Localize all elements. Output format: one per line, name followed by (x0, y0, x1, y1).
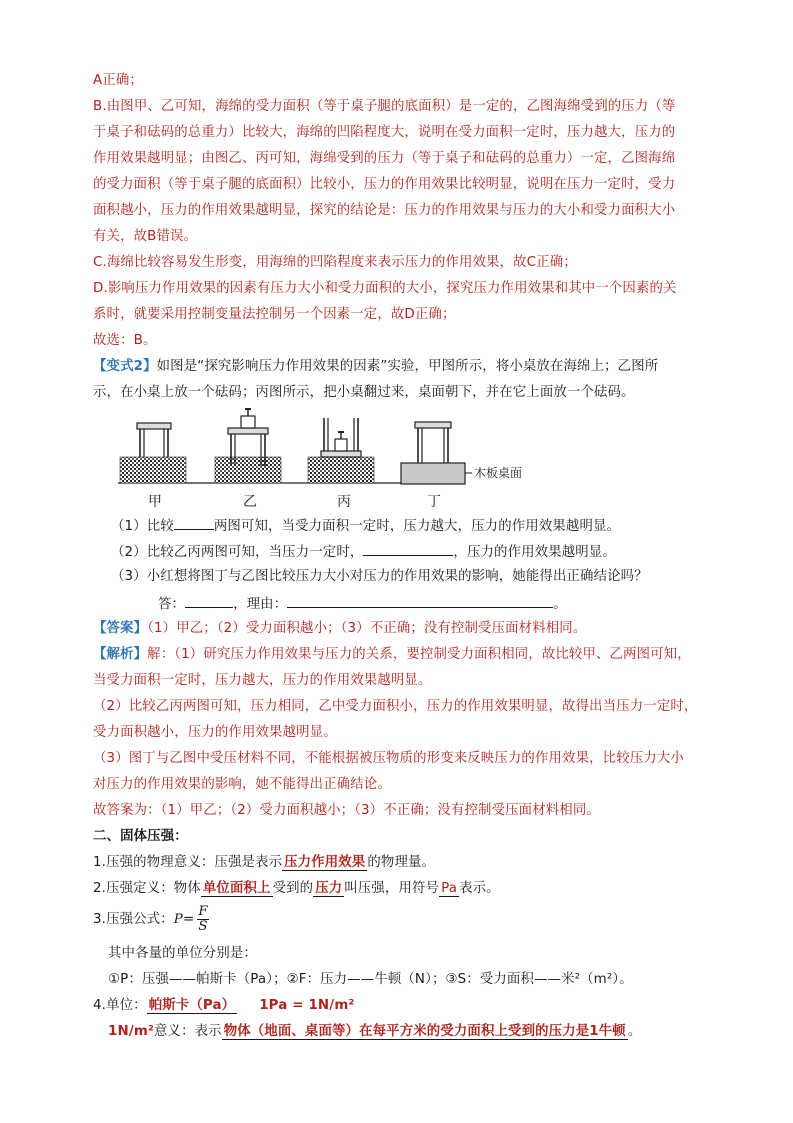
q1-blank[interactable] (174, 516, 214, 530)
question-3-answer (158, 594, 567, 614)
text-line: 系时，就要采用控制变量法控制另一个因素一定，故D正确； (93, 307, 456, 322)
text-line: 于桌子和砝码的总重力）比较大，海绵的凹陷程度大，说明在受力面积一定时，压力越大，压力的 (93, 125, 676, 140)
figure-ding (401, 422, 472, 484)
text-line: 的受力面积（等于桌子腿的底面积）比较小，压力的作用效果比较明显，说明在压力一定时，受力 (93, 177, 676, 192)
figure-label-jia: 甲 (148, 494, 162, 510)
units-list: ①P：压强——帕斯卡（Pa）；②F：压力——牛顿（N）；③S：受力面积——米²（m²）。 (108, 972, 633, 987)
p1-prefix: 1.压强的物理意义：压强是表示 (93, 855, 283, 870)
p2-mid: 受到的 (272, 881, 314, 896)
variant-tag: 【变式2】 (93, 359, 157, 374)
q1-suffix: 两图可知，当受力面积一定时，压力越大，压力的作用效果越明显。 (213, 519, 621, 534)
text-line: D.影响压力作用效果的因素有压力大小和受力面积的大小，探究压力作用效果和其中一个因素的关 (93, 281, 677, 296)
pressure-definition (93, 880, 500, 898)
analysis-line-1 (93, 646, 691, 664)
analysis-line: （2）比较乙丙两图可知，压力相同，乙中受力面积小，压力的作用效果明显，故得出当压力一定时， (93, 699, 698, 714)
text-line: B.由图甲、乙可知，海绵的受力面积（等于桌子腿的底面积）是一定的，乙图海绵受到的压力（等 (93, 99, 676, 114)
answer-line (93, 620, 586, 638)
analysis-line: 对压力的作用效果的影响，她不能得出正确结论。 (93, 777, 391, 792)
analysis-tag: 【解析】 (93, 647, 148, 662)
variant-text: 如图是“探究影响压力作用效果的因素”实验，甲图所示，将小桌放在海绵上；乙图所 (156, 359, 659, 374)
unit-name: 帕斯卡（Pa） (148, 998, 236, 1013)
figure-label-ding: 丁 (427, 494, 441, 510)
ans-label: 答： (158, 597, 186, 612)
question-2 (111, 542, 616, 562)
analysis-text: 解：（1）研究压力作用效果与压力的关系，要控制受力面积相同，故比较甲、乙两图可知， (147, 647, 691, 662)
q2-blank[interactable] (363, 542, 453, 556)
figure-bing (308, 418, 374, 483)
variant-line-1 (93, 358, 658, 376)
reason-label: ，理由： (233, 597, 288, 612)
unit-line (93, 997, 354, 1015)
text-line: 故选：B。 (93, 333, 157, 348)
experiment-figure (118, 408, 558, 500)
unit-symbol: 1N/m² (108, 1024, 154, 1039)
variant-line-2: 示，在小桌上放一个砝码；丙图所示，把小桌翻过来，桌面朝下，并在它上面放一个砝码。 (93, 385, 635, 400)
section-heading: 二、固体压强： (93, 829, 188, 844)
figure-yi (215, 408, 281, 483)
p2-prefix: 2.压强定义：物体 (93, 881, 201, 896)
p2-fill-2: 压力 (315, 881, 343, 896)
text-line: 作用效果越明显；由图乙、丙可知，海绵受到的压力（等于桌子和砝码的总重力）一定，乙图海绵 (93, 151, 676, 166)
p1-suffix: 的物理量。 (367, 855, 436, 870)
text-line: C.海绵比较容易发生形变，用海绵的凹陷程度来表示压力的作用效果，故C正确； (93, 255, 577, 270)
q2-suffix: ，压力的作用效果越明显。 (453, 545, 616, 560)
p1-fill: 压力作用效果 (284, 855, 366, 870)
q2-prefix: （2）比较乙丙两图可知，当压力一定时， (111, 545, 364, 560)
answer-tag: 【答案】 (93, 621, 148, 636)
figure-label-yi: 乙 (243, 494, 257, 510)
ans-end: 。 (553, 597, 567, 612)
p2-mid-2: 叫压强，用符号 (344, 881, 440, 896)
board-label: 木板桌面 (474, 466, 523, 480)
unit-equation: 1Pa = 1N/m² (259, 998, 355, 1013)
figure-jia (120, 423, 186, 483)
p7-suffix: 。 (627, 1024, 642, 1039)
unit-meaning-fill: 物体（地面、桌面等）在每平方米的受力面积上受到的压力是1牛顿 (223, 1024, 626, 1039)
analysis-line: 受力面积越小，压力的作用效果越明显。 (93, 725, 337, 740)
text-line: 面积越小，压力的作用效果越明显，探究的结论是：压力的作用效果与压力的大小和受力面积大小 (93, 203, 676, 218)
answer-text: （1）甲乙；（2）受力面积越小；（3）不正确；没有控制受压面材料相同。 (147, 621, 587, 636)
analysis-line: 当受力面积一定时，压力越大，压力的作用效果越明显。 (93, 673, 432, 688)
p2-fill-1: 单位面积上 (202, 881, 271, 896)
pressure-meaning (93, 854, 435, 872)
formula-eq: = (182, 912, 195, 927)
formula-p: P (173, 912, 183, 927)
unit-meaning (108, 1023, 641, 1041)
p7-prefix: 意义：表示 (153, 1024, 222, 1039)
p2-fill-3: Pa (441, 881, 458, 896)
p6-prefix: 4.单位： (93, 998, 147, 1013)
question-1 (111, 516, 620, 536)
units-intro: 其中各量的单位分别是： (108, 946, 257, 961)
formula-s: S (198, 918, 208, 934)
formula-fraction (197, 905, 208, 934)
text-line: 有关，故B错误。 (93, 229, 198, 244)
analysis-line: 故答案为：（1）甲乙；（2）受力面积越小；（3）不正确；没有控制受压面材料相同。 (93, 803, 600, 818)
pressure-formula (93, 904, 209, 936)
formula-f: F (198, 903, 208, 919)
p2-suffix: 表示。 (459, 881, 500, 896)
text-line: A正确； (93, 73, 143, 88)
analysis-line: （3）图丁与乙图中受压材料不同，不能根据被压物质的形变来反映压力的作用效果，比较压力大小 (93, 751, 684, 766)
p3-prefix: 3.压强公式： (93, 912, 174, 927)
question-3: （3）小红想将图丁与乙图比较压力大小对压力的作用效果的影响，她能得出正确结论吗？ (111, 569, 648, 584)
reason-blank[interactable] (287, 594, 553, 608)
q1-prefix: （1）比较 (111, 519, 174, 534)
figure-label-bing: 丙 (337, 494, 351, 510)
ans-blank[interactable] (185, 594, 233, 608)
